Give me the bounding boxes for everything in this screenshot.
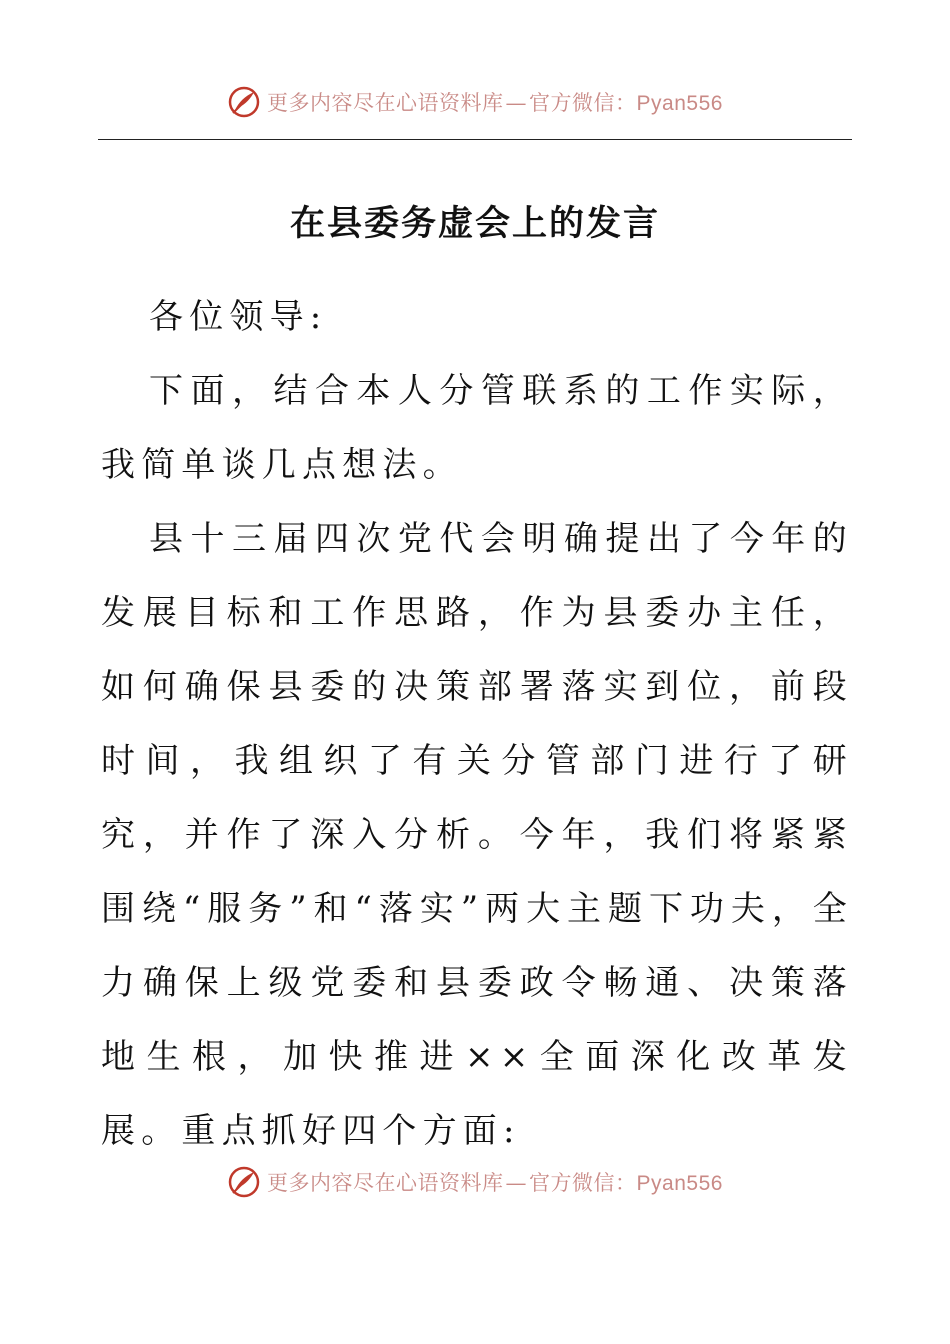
quill-logo-icon [227, 1165, 261, 1199]
header-divider [98, 139, 852, 140]
document-title: 在县委务虚会上的发言 [289, 203, 660, 244]
footer-watermark [0, 1162, 950, 1202]
header-watermark [0, 82, 950, 122]
header-watermark-text: 更多内容尽在心语资料库—官方微信：Pyan556 [267, 91, 723, 115]
footer-watermark-text: 更多内容尽在心语资料库—官方微信：Pyan556 [267, 1171, 723, 1195]
document-body [101, 280, 853, 1168]
quill-logo-icon [227, 85, 261, 119]
main-paragraph: 县十三届四次党代会明确提出了今年的发展目标和工作思路，作为县委办主任，如何确保县委的决策部署落实到位，前段时间，我组织了有关分管部门进行了研究，并作了深入分析。今年，我们将紧紧围绕“服务”和“落实”两大主题下功夫，全力确保上级党委和县委政令畅通、决策落地生根，加快推进××全面深化改革发展。重点抓好四个方面: [101, 519, 853, 1151]
salutation-paragraph: 各位领导: [149, 297, 328, 337]
intro-paragraph: 下面，结合本人分管联系的工作实际，我简单谈几点想法。 [101, 371, 853, 485]
